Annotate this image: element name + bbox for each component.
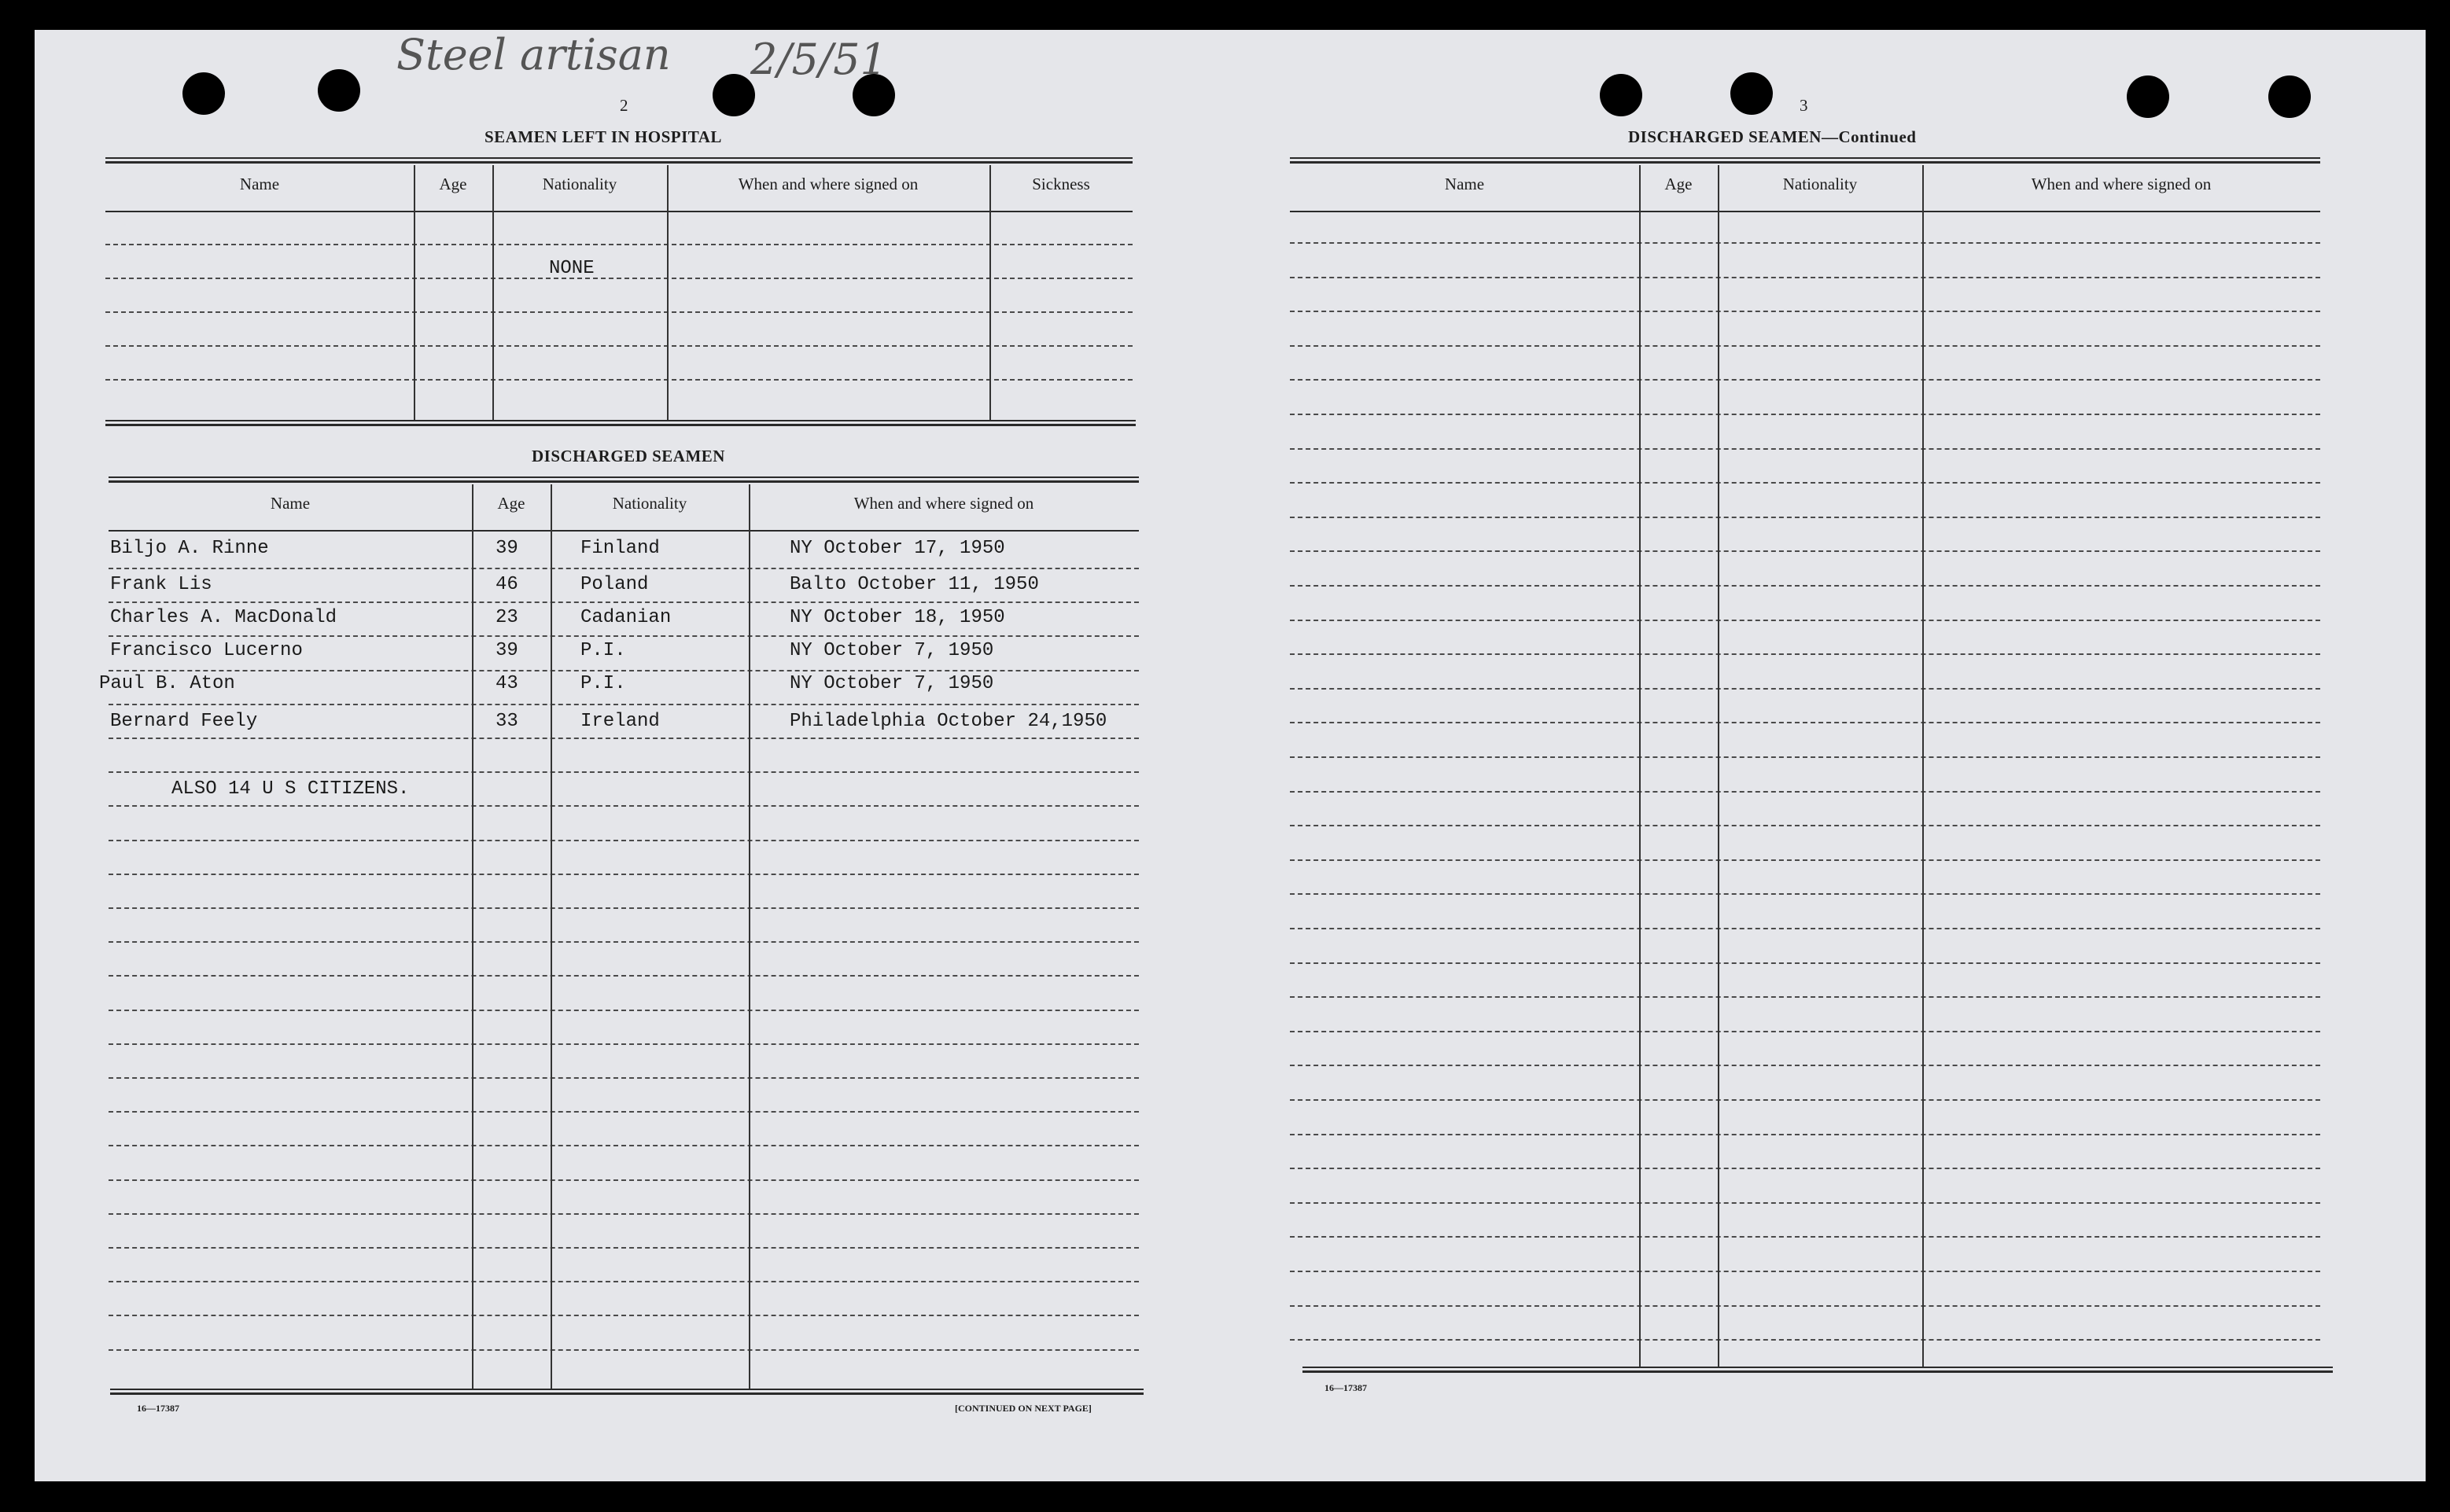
row-line [1290,996,2320,998]
seaman-age: 46 [496,574,518,595]
row-line [1290,482,2320,484]
column-header: Age [1664,175,1693,193]
row-line [109,1315,1139,1316]
row-line [109,1010,1139,1011]
row-line [1290,1271,2320,1272]
column-header: Age [497,494,525,513]
column-header: Sickness [1032,175,1090,193]
row-line [1290,962,2320,964]
seaman-name: Charles A. MacDonald [110,607,337,628]
handwritten-date: 2/5/51 [750,35,887,84]
column-divider [989,165,991,420]
row-line [109,1077,1139,1079]
row-line [109,635,1139,637]
row-line [1290,517,2320,518]
row-line [109,874,1139,875]
handwritten-vessel-name: Steel artisan [396,30,671,79]
row-line [1290,620,2320,621]
row-line [109,1111,1139,1113]
row-line [109,1145,1139,1146]
header-rule [105,211,1133,212]
header-rule [109,530,1139,532]
row-line [109,1179,1139,1181]
column-divider [749,484,750,1389]
row-line [1290,825,2320,826]
row-line [1290,722,2320,723]
column-divider [551,484,552,1389]
row-line [1290,448,2320,450]
seaman-age: 39 [496,538,518,559]
row-line [109,1213,1139,1215]
column-header: Name [1444,175,1485,193]
row-line [1290,1305,2320,1307]
right-form-number: 16—17387 [1324,1382,1367,1393]
punch-hole [1730,72,1773,115]
seaman-nationality: P.I. [580,640,626,661]
document-sheet [35,30,2426,1481]
row-line [1290,859,2320,861]
seaman-nationality: Finland [580,538,660,559]
row-line [109,840,1139,841]
row-line [109,1281,1139,1282]
row-line [1290,550,2320,552]
seaman-signed-on: NY October 18, 1950 [790,607,1005,628]
row-line [1290,1134,2320,1135]
punch-hole [713,74,755,116]
seaman-age: 23 [496,607,518,628]
column-divider [1922,165,1924,1367]
row-line [1290,928,2320,929]
row-line [1290,893,2320,895]
seaman-signed-on: Philadelphia October 24,1950 [790,711,1107,732]
row-line [109,1247,1139,1249]
column-header: When and where signed on [2031,175,2212,193]
row-line [1290,1031,2320,1032]
seaman-name: Francisco Lucerno [110,640,303,661]
row-line [109,771,1139,773]
column-divider [1639,165,1641,1367]
row-line [1290,1168,2320,1169]
column-header: Name [239,175,280,193]
discharged-section-title: DISCHARGED SEAMEN [532,447,725,465]
column-divider [667,165,669,420]
row-line [1290,585,2320,587]
punch-hole [318,69,360,112]
header-rule [1290,211,2320,212]
column-header: When and where signed on [853,494,1034,513]
seaman-nationality: Cadanian [580,607,672,628]
seaman-name: Paul B. Aton [99,673,235,694]
column-divider [1718,165,1719,1367]
row-line [1290,688,2320,690]
left-form-number: 16—17387 [137,1403,179,1414]
row-line [105,244,1133,245]
column-header: Name [270,494,311,513]
row-line [1290,756,2320,758]
right-page-number: 3 [1800,96,1808,115]
row-line [1290,345,2320,347]
seaman-name: Bernard Feely [110,711,258,732]
left-page-number: 2 [620,96,628,115]
row-line [1290,379,2320,381]
row-line [1290,242,2320,244]
row-line [109,1349,1139,1351]
column-header: Nationality [1782,175,1858,193]
row-line [1290,1099,2320,1101]
punch-hole [182,72,225,115]
punch-hole [2268,75,2311,118]
seaman-signed-on: NY October 7, 1950 [790,673,994,694]
seaman-nationality: Ireland [580,711,660,732]
row-line [109,975,1139,977]
row-line [1290,277,2320,278]
row-line [105,311,1133,313]
row-line [105,379,1133,381]
row-line [109,670,1139,671]
row-line [109,704,1139,705]
row-line [105,345,1133,347]
punch-hole [2127,75,2169,118]
row-line [1290,653,2320,655]
row-line [109,738,1139,739]
row-line [109,941,1139,943]
seaman-signed-on: NY October 7, 1950 [790,640,994,661]
row-line [1290,1339,2320,1341]
seaman-age: 43 [496,673,518,694]
row-line [1290,311,2320,312]
column-divider [492,165,494,420]
row-line [1290,1202,2320,1204]
seaman-name: Frank Lis [110,574,212,595]
column-divider [472,484,473,1389]
column-header: Age [439,175,467,193]
right-section-title: DISCHARGED SEAMEN—Continued [1628,127,1917,146]
row-line [1290,1065,2320,1066]
seaman-nationality: Poland [580,574,649,595]
row-line [1290,414,2320,415]
seaman-name: Biljo A. Rinne [110,538,269,559]
row-line [109,1043,1139,1045]
row-line [109,907,1139,909]
seaman-age: 33 [496,711,518,732]
seaman-signed-on: Balto October 11, 1950 [790,574,1039,595]
discharged-note: ALSO 14 U S CITIZENS. [171,778,410,800]
row-line [109,805,1139,807]
seaman-nationality: P.I. [580,673,626,694]
column-header: Nationality [612,494,687,513]
hospital-entry: NONE [549,258,595,279]
column-header: Nationality [542,175,617,193]
row-line [109,568,1139,569]
row-line [109,601,1139,603]
row-line [105,278,1133,279]
seaman-age: 39 [496,640,518,661]
punch-hole [1600,74,1642,116]
seaman-signed-on: NY October 17, 1950 [790,538,1005,559]
row-line [1290,1236,2320,1238]
row-line [1290,791,2320,793]
column-header: When and where signed on [738,175,919,193]
hospital-section-title: SEAMEN LEFT IN HOSPITAL [484,127,722,146]
continued-note: [CONTINUED ON NEXT PAGE] [955,1403,1092,1414]
column-divider [414,165,415,420]
